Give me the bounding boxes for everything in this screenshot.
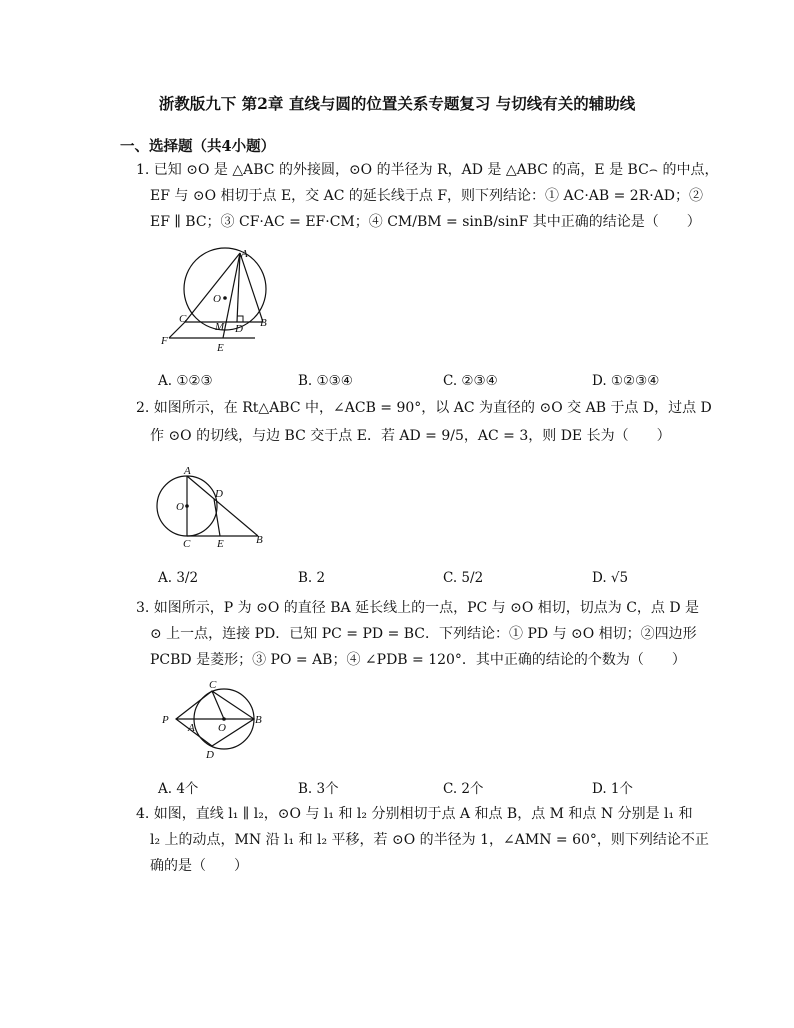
label-c: C bbox=[183, 538, 191, 548]
circle-o bbox=[184, 248, 266, 330]
label-c: C bbox=[179, 313, 187, 325]
label-e: E bbox=[217, 538, 224, 548]
label-a: A bbox=[184, 465, 191, 477]
q1-option-b: B. ①③④ bbox=[298, 373, 353, 389]
label-d: D bbox=[206, 749, 214, 761]
center-point bbox=[222, 717, 226, 721]
q3-option-c: C. 2个 bbox=[443, 781, 484, 797]
label-a: A bbox=[188, 722, 195, 734]
label-d: D bbox=[215, 488, 223, 500]
label-f: F bbox=[161, 335, 168, 347]
q2-option-c: C. 5/2 bbox=[443, 570, 484, 586]
q2-option-d: D. √5 bbox=[592, 570, 629, 586]
label-o: O bbox=[176, 501, 184, 513]
page-title: 浙教版九下 第2章 直线与圆的位置关系专题复习 与切线有关的辅助线 bbox=[158, 94, 636, 113]
label-c: C bbox=[209, 679, 217, 691]
q1-line-1: 1. 已知 ⊙O 是 △ABC 的外接圆，⊙O 的半径为 R，AD 是 △ABC 的高，E 是 BC⌢ 的中点， bbox=[136, 162, 719, 178]
section-heading: 一、选择题（共4小题） bbox=[120, 138, 276, 155]
q4-line-2: l₂ 上的动点，MN 沿 l₁ 和 l₂ 平移，若 ⊙O 的半径为 1，∠AMN = 60°，则下列结论不正 bbox=[150, 832, 709, 848]
q3-line-3: PCBD 是菱形；③ PO = AB；④ ∠PDB = 120°．其中正确的结论的个数为（ ） bbox=[150, 652, 686, 668]
q4-line-3: 确的是（ ） bbox=[150, 858, 248, 874]
q3-line-1: 3. 如图所示，P 为 ⊙O 的直径 BA 延长线上的一点，PC 与 ⊙O 相切，切点为 C，点 D 是 bbox=[136, 600, 700, 616]
q1-option-d: D. ①②③④ bbox=[592, 373, 660, 389]
q2-figure bbox=[150, 463, 275, 548]
q3-option-a: A. 4个 bbox=[158, 781, 199, 797]
label-b: B bbox=[260, 317, 267, 329]
q3-option-b: B. 3个 bbox=[298, 781, 339, 797]
q1-option-a: A. ①②③ bbox=[158, 373, 213, 389]
label-b: B bbox=[256, 534, 263, 546]
segment-ab bbox=[240, 253, 263, 322]
q1-figure bbox=[155, 245, 280, 355]
q1-line-2: EF 与 ⊙O 相切于点 E，交 AC 的延长线于点 F，则下列结论：① AC·AB = 2R·AD；② bbox=[150, 188, 704, 204]
center-point bbox=[185, 504, 189, 508]
q1-line-3: EF ∥ BC；③ CF·AC = EF·CM；④ CM/BM = sinB/sinF 其中正确的结论是（ ） bbox=[150, 214, 701, 230]
label-a: A bbox=[241, 248, 248, 260]
label-o: O bbox=[218, 722, 226, 734]
q3-option-d: D. 1个 bbox=[592, 781, 634, 797]
label-o: O bbox=[213, 293, 221, 305]
right-angle-mark bbox=[237, 316, 243, 322]
center-point bbox=[223, 296, 227, 300]
label-m: M bbox=[215, 321, 225, 333]
label-p: P bbox=[162, 714, 169, 726]
q2-line-1: 2. 如图所示，在 Rt△ABC 中，∠ACB = 90°，以 AC 为直径的 ⊙O 交 AB 于点 D，过点 D bbox=[136, 400, 712, 416]
label-d: D bbox=[235, 323, 243, 335]
q3-figure bbox=[158, 678, 273, 763]
q3-line-2: ⊙ 上一点，连接 PD．已知 PC = PD = BC．下列结论：① PD 与 ⊙O 相切；②四边形 bbox=[150, 626, 697, 642]
q2-line-2: 作 ⊙O 的切线，与边 BC 交于点 E．若 AD = 9/5，AC = 3，则 DE 长为（ ） bbox=[150, 428, 671, 444]
label-b: B bbox=[255, 714, 262, 726]
q4-line-1: 4. 如图，直线 l₁ ∥ l₂，⊙O 与 l₁ 和 l₂ 分别相切于点 A 和点 B，点 M 和点 N 分别是 l₁ 和 bbox=[136, 806, 693, 822]
q2-option-b: B. 2 bbox=[298, 570, 326, 586]
q1-option-c: C. ②③④ bbox=[443, 373, 498, 389]
q2-option-a: A. 3/2 bbox=[158, 570, 199, 586]
label-e: E bbox=[217, 342, 224, 354]
segment-ab bbox=[187, 476, 258, 536]
